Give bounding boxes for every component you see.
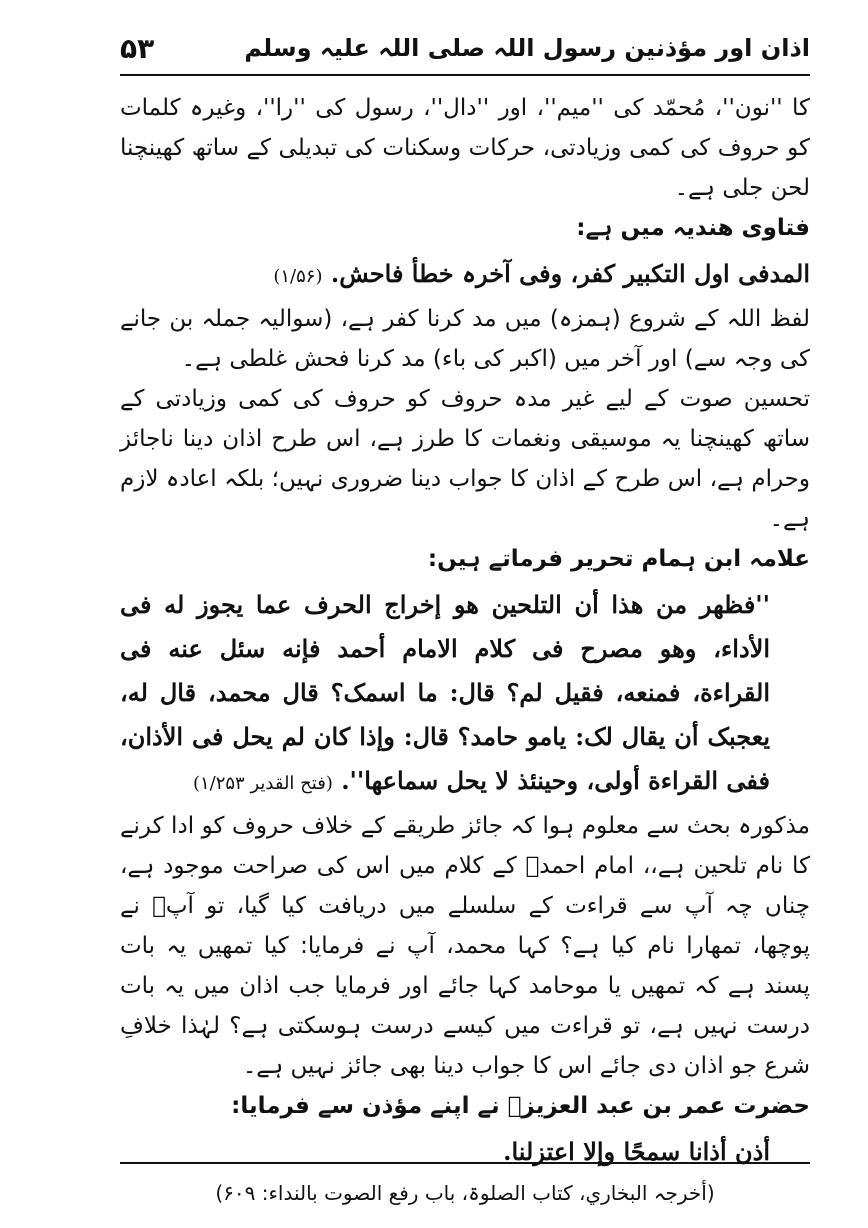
- page-number: ۵۳: [120, 32, 155, 65]
- arabic-quote-ibn-humam: [120, 583, 810, 806]
- arabic-quote-umar: أذن أذانا سمحًا وإلا اعتزلنا.: [503, 1137, 770, 1166]
- paragraph-umar-intro: حضرت عمر بن عبد العزیزؒ نے اپنے مؤذن سے فرمایا:: [231, 1093, 810, 1119]
- arabic-quote-fatawa-text: المدفی اول التکبیر کفر، وفی آخرہ خطأ فاحش.: [330, 259, 810, 288]
- main-text: [120, 88, 810, 1174]
- paragraph-fatawa-intro: فتاوی ھندیہ میں ہے:: [576, 215, 810, 241]
- arabic-quote-ibn-humam-text: ''فظھر من ھذا أن التلحین ھو إخراج الحرف عما یجوز له فی الأداء، وھو مصرح فی کلام الامام أحمد فإنه سئل عنه فی القراءة، فمنعه، فقیل لم؟ قال: ما اسمک؟ قال محمد، قال له، یعجبک أن یقال لک: یامو حامد؟ قال: وإذا کان لم یحل فی الأذان، ففی القراءة أولی، وحینئذ لا یحل سماعھا''.: [120, 590, 770, 795]
- paragraph-tahseen-saut: تحسین صوت کے لیے غیر مدہ حروف کو حروف کی کمی وزیادتی کے ساتھ کھینچنا یہ موسیقی ونغمات کا طرز ہے، اس طرح اذان دینا ناجائز وحرام ہے، اس طرح کے اذان کا جواب دینا ضروری نہیں؛ بلکہ اعادہ لازم ہے۔: [120, 386, 810, 532]
- arabic-quote-fatawa: [120, 252, 810, 299]
- footnote-divider: [120, 1162, 810, 1164]
- citation-fath-al-qadeer: (فتح القدیر ۱/۲۵۳): [192, 773, 333, 794]
- document-page: [120, 28, 810, 1208]
- paragraph-conclusion: مذکورہ بحث سے معلوم ہوا کہ جائز طریقے کے خلاف حروف کو ادا کرنے کا نام تلحین ہے،، امام احمدؒ کے کلام میں اس کی صراحت موجود ہے، چناں چہ آپ سے قراءت کے سلسلے میں دریافت کیا گیا، تو آپؒ نے پوچھا، تمھارا نام کیا ہے؟ کہا محمد، آپ نے فرمایا: کیا تمھیں یہ بات پسند ہے کہ تمھیں یا موحامد کہا جائے اور فرمایا جب اذان میں یہ بات درست نہیں ہے، تو قراءت میں کیسے درست ہوسکتی ہے؟ لہٰذا خلافِ شرع جو اذان دی جائے اس کا جواب دینا بھی جائز نہیں ہے۔: [120, 813, 810, 1079]
- paragraph-madd-explanation: لفظ اللہ کے شروع (ہمزہ) میں مد کرنا کفر ہے، (سوالیہ جملہ بن جانے کی وجہ سے) اور آخر میں (اکبر کی باء) مد کرنا فحش غلطی ہے۔: [120, 306, 810, 372]
- citation-fatawa: (۱/۵۶): [273, 266, 323, 287]
- page-header: [120, 28, 810, 76]
- paragraph-ibn-humam-intro: علامہ ابن ہمام تحریر فرماتے ہیں:: [427, 546, 810, 572]
- paragraph-tajweed-errors: کا ''نون''، مُحمّد کی ''میم''، اور ''دال''، رسول کی ''را''، وغیرہ کلمات کو حروف کی کمی وزیادتی، حرکات وسکنات کی تبدیلی کے ساتھ کھینچنا لحن جلی ہے۔: [120, 95, 810, 201]
- bottom-citation: (أخرجہ البخاري، کتاب الصلوۃ، باب رفع الصوت بالنداء: ۶۰۹): [215, 1181, 715, 1205]
- running-title: اذان اور مؤذنین رسول اللہ صلی اللہ علیہ وسلم: [244, 34, 810, 62]
